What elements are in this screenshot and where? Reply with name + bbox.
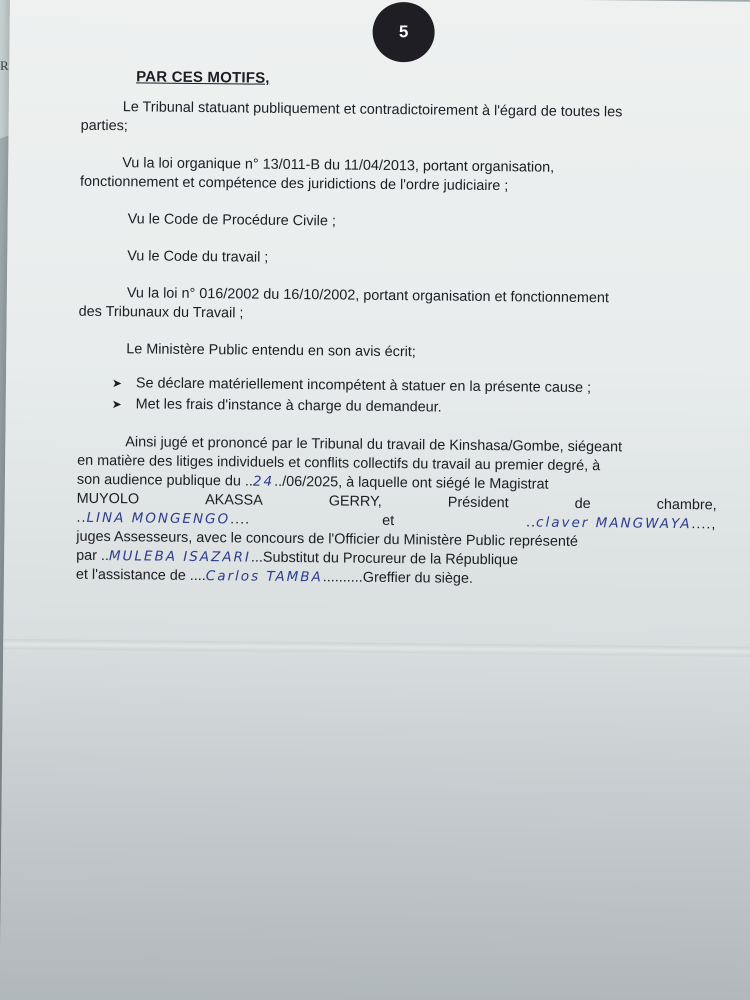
- greffier-line: et l'assistance de ....Carlos TAMBA..........Greffier du siège.: [75, 566, 474, 587]
- handwritten-assessor-1: LINA MONGENGO: [86, 509, 231, 528]
- page-number-badge: 5: [372, 2, 435, 63]
- vu-code-travail: Vu le Code du travail ;: [127, 248, 269, 266]
- arrow-bullet-icon: ➤: [111, 376, 123, 391]
- vu-code-procedure: Vu le Code de Procédure Civile ;: [127, 211, 336, 230]
- vu-loi-016: Vu la loi n° 016/2002 du 16/10/2002, portant organisation et fonctionnement des Tribunaux du Travail ;: [78, 285, 610, 322]
- decision-item: ➤ Se déclare matériellement incompétent à statuer en la présente cause ;: [112, 373, 718, 400]
- handwritten-greffier: Carlos TAMBA: [205, 568, 323, 586]
- judgment-text: [76, 67, 722, 610]
- hearing-date-line: son audience publique du ..24../06/2025, à laquelle ont siégé le Magistrat: [76, 471, 549, 493]
- underlying-sheet-letter: R: [0, 58, 9, 73]
- decision-list: [112, 373, 718, 421]
- ministere-public: Le Ministère Public entendu en son avis écrit;: [126, 341, 416, 361]
- vu-loi-organique: Vu la loi organique n° 13/011-B du 11/04/2013, portant organisation, fonctionnement et compétence des juridictions de l'ordre judiciaire ;: [79, 155, 555, 195]
- president-line: MUYOLO AKASSA GERRY, Président de chambre,: [76, 490, 717, 514]
- handwritten-prosecutor: MULEBA ISAZARI: [108, 548, 251, 566]
- intro-paragraph: Le Tribunal statuant publiquement et contradictoirement à l'égard de toutes les parties;: [80, 99, 623, 135]
- page-fold: [3, 639, 750, 657]
- closing-paragraph: Ainsi jugé et prononcé par le Tribunal du travail de Kinshasa/Gombe, siégeant en matière des litiges individuels et conflits collectifs du travail au premier degré, à son audience publique du ..24../06/2025, à laquelle ont siégé le Magistrat MUYOLO AKASSA GERRY, Président de chambre, ..LINA MONGENGO.... et ..claver MANGWAYA...., juges Assesseurs, avec le concours de l'Officier du Ministère Public représenté par ..MULEBA ISAZARI...Substitut du Procureur de la République et l'assistance de ....Carlos TAMBA..........Greffier du siège.: [76, 433, 718, 592]
- section-heading: PAR CES MOTIFS,: [136, 68, 270, 87]
- arrow-bullet-icon: ➤: [111, 397, 122, 412]
- decision-item: ➤ Met les frais d'instance à charge du demandeur.: [112, 394, 718, 421]
- prosecutor-line: par ..MULEBA ISAZARI...Substitut du Procureur de la République: [76, 547, 519, 569]
- assessors-line: ..LINA MONGENGO.... et ..claver MANGWAYA....,: [76, 509, 717, 533]
- handwritten-assessor-2: claver MANGWAYA: [536, 514, 692, 533]
- handwritten-day: 24: [252, 473, 275, 490]
